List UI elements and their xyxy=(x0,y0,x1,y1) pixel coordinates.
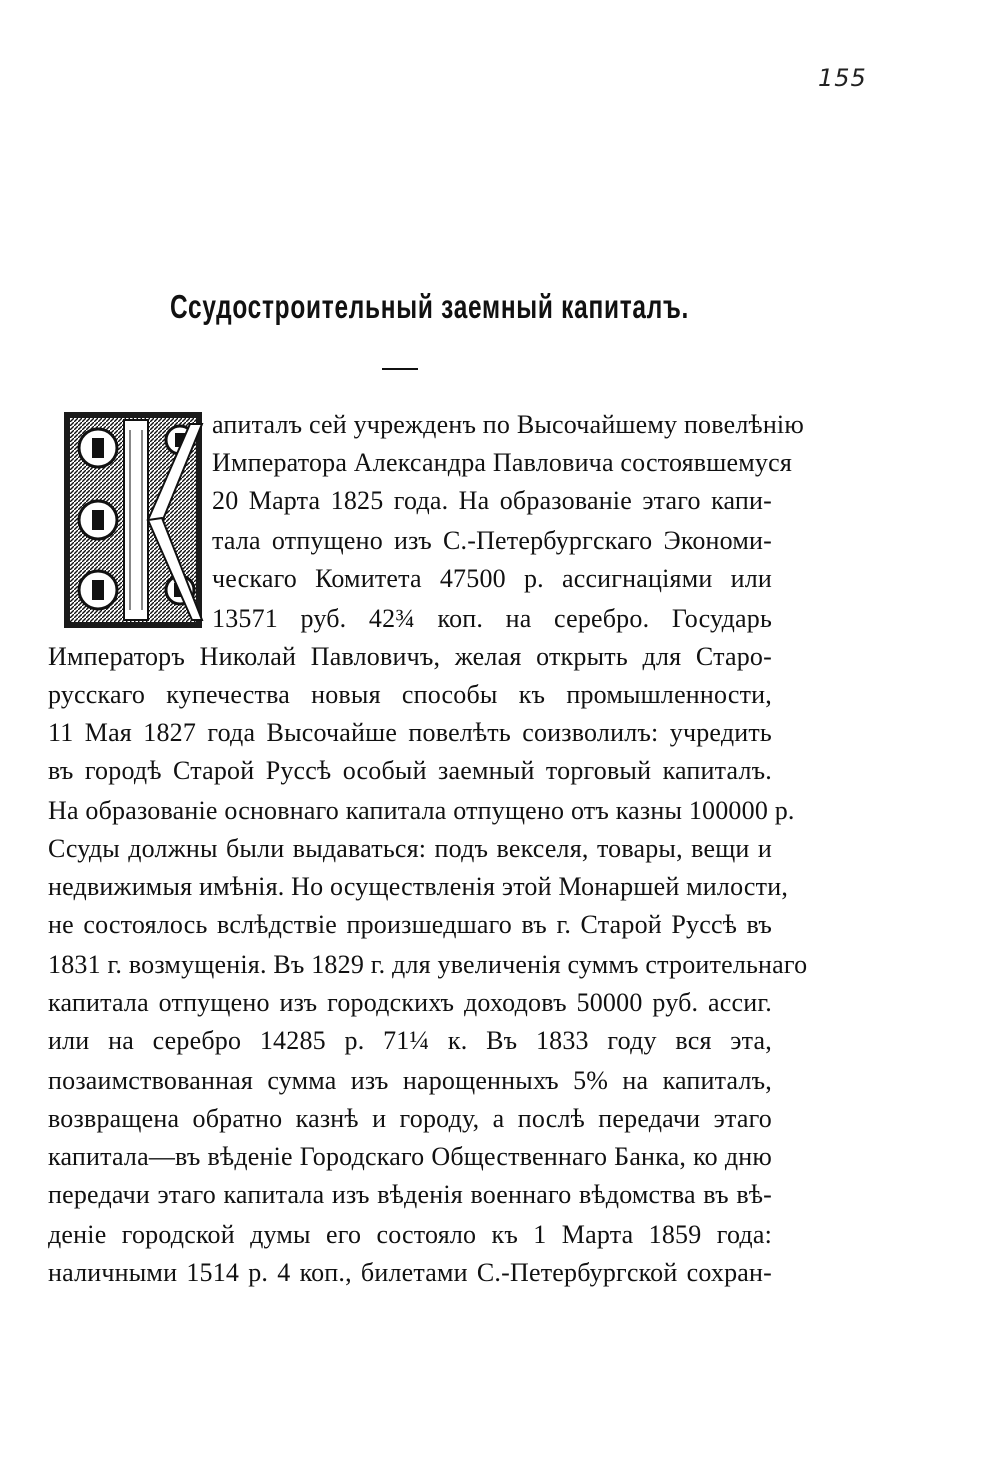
paragraph-line: не состоялось вслѣдствіе произшедшаго въ г. Старой Руссѣ въ xyxy=(48,910,772,939)
paragraph-line: капитала отпущено изъ городскихъ доходовъ 50000 руб. ассиг. xyxy=(48,988,772,1017)
paragraph-line: 13571 руб. 42¾ коп. на серебро. Государь xyxy=(212,604,772,633)
paragraph-line: Императоръ Николай Павловичъ, желая открыть для Старо- xyxy=(48,642,772,671)
paragraph-line: или на серебро 14285 р. 71¼ к. Въ 1833 году вся эта, xyxy=(48,1026,772,1055)
paragraph-line: въ городѣ Старой Руссѣ особый заемный торговый капиталъ. xyxy=(48,756,772,785)
paragraph-line: апиталъ сей учрежденъ по Высочайшему повелѣнію xyxy=(212,410,804,439)
page-number: 155 xyxy=(818,64,867,92)
paragraph-line: возвращена обратно казнѣ и городу, а послѣ передачи этаго xyxy=(48,1104,772,1133)
paragraph-line: позаимствованная сумма изъ нарощенныхъ 5% на капиталъ, xyxy=(48,1066,772,1095)
paragraph-line: 20 Марта 1825 года. На образованіе этаго капи- xyxy=(212,486,772,515)
paragraph-line: 11 Мая 1827 года Высочайше повелѣть соизволилъ: учредить xyxy=(48,718,772,747)
paragraph-line: наличными 1514 р. 4 коп., билетами С.-Петербургской сохран- xyxy=(48,1258,772,1287)
paragraph-line: капитала—въ вѣденіе Городскаго Общественнаго Банка, ко дню xyxy=(48,1142,772,1171)
paragraph-line: русскаго купечества новыя способы къ промышленности, xyxy=(48,680,772,709)
paragraph-line: 1831 г. возмущенія. Въ 1829 г. для увеличенія суммъ строительнаго xyxy=(48,950,808,979)
paragraph-line: передачи этаго капитала изъ вѣденія военнаго вѣдомства въ вѣ- xyxy=(48,1180,772,1209)
drop-cap-ornament xyxy=(62,410,204,630)
paragraph-line: Императора Александра Павловича состоявшемуся xyxy=(212,448,792,477)
paragraph-line: ческаго Комитета 47500 р. ассигнаціями или xyxy=(212,564,772,593)
paragraph-line: тала отпущено изъ С.-Петербургскаго Экономи- xyxy=(212,526,772,555)
paragraph-line: На образованіе основнаго капитала отпущено отъ казны 100000 р. xyxy=(48,796,795,825)
paragraph-line: деніе городской думы его состояло къ 1 Марта 1859 года: xyxy=(48,1220,772,1249)
paragraph-line: Ссуды должны были выдаваться: подъ векселя, товары, вещи и xyxy=(48,834,772,863)
page-title: Ссудостроительный заемный капиталъ. xyxy=(170,288,690,325)
title-rule xyxy=(382,368,418,370)
paragraph-line: недвижимыя имѣнія. Но осуществленія этой Монаршей милости, xyxy=(48,872,789,901)
